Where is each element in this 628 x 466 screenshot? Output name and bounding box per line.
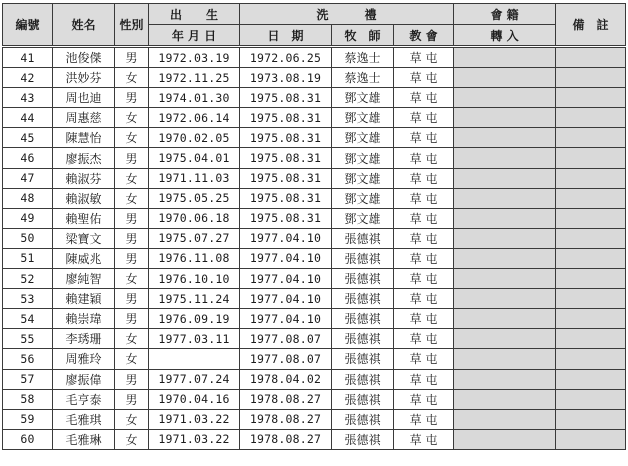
cell-pastor: 張德祺 (332, 289, 394, 309)
cell-baptism-date: 1977.08.07 (240, 329, 332, 349)
cell-church: 草 屯 (394, 208, 454, 228)
cell-remarks (556, 228, 626, 248)
cell-transfer-in (454, 349, 556, 369)
cell-id: 45 (3, 128, 53, 148)
cell-pastor: 張德祺 (332, 309, 394, 329)
cell-gender: 女 (115, 269, 149, 289)
cell-name: 賴建穎 (53, 289, 115, 309)
table-row (3, 68, 626, 88)
cell-id: 59 (3, 409, 53, 429)
header-baptism-group: 洗 禮 (240, 4, 454, 25)
header-gender: 性別 (115, 4, 149, 47)
cell-transfer-in (454, 68, 556, 88)
cell-name: 陳慧怡 (53, 128, 115, 148)
cell-baptism-date: 1978.04.02 (240, 369, 332, 389)
cell-remarks (556, 47, 626, 68)
cell-pastor: 張德祺 (332, 269, 394, 289)
table-row (3, 389, 626, 409)
cell-birth-date: 1975.04.01 (149, 148, 240, 168)
cell-transfer-in (454, 108, 556, 128)
cell-pastor: 張德祺 (332, 329, 394, 349)
cell-name: 賴崇瑋 (53, 309, 115, 329)
cell-birth-date: 1972.03.19 (149, 47, 240, 68)
table-row (3, 128, 626, 148)
cell-church: 草 屯 (394, 148, 454, 168)
cell-birth-date (149, 349, 240, 369)
cell-baptism-date: 1975.08.31 (240, 128, 332, 148)
cell-gender: 男 (115, 369, 149, 389)
cell-gender: 男 (115, 248, 149, 268)
cell-remarks (556, 168, 626, 188)
cell-birth-date: 1977.03.11 (149, 329, 240, 349)
cell-name: 賴淑敏 (53, 188, 115, 208)
cell-birth-date: 1970.04.16 (149, 389, 240, 409)
cell-church: 草 屯 (394, 409, 454, 429)
cell-church: 草 屯 (394, 108, 454, 128)
cell-transfer-in (454, 148, 556, 168)
baptism-register-sheet (2, 3, 625, 462)
cell-birth-date: 1976.09.19 (149, 309, 240, 329)
cell-birth-date: 1971.03.22 (149, 429, 240, 449)
cell-birth-date: 1971.11.03 (149, 168, 240, 188)
cell-remarks (556, 148, 626, 168)
cell-id: 49 (3, 208, 53, 228)
cell-church: 草 屯 (394, 188, 454, 208)
cell-remarks (556, 369, 626, 389)
cell-name: 毛亨泰 (53, 389, 115, 409)
cell-birth-date: 1977.07.24 (149, 369, 240, 389)
cell-name: 廖振偉 (53, 369, 115, 389)
cell-birth-date: 1971.03.22 (149, 409, 240, 429)
cell-name: 李琇珊 (53, 329, 115, 349)
cell-name: 廖振杰 (53, 148, 115, 168)
cell-transfer-in (454, 429, 556, 449)
cell-remarks (556, 289, 626, 309)
cell-gender: 男 (115, 228, 149, 248)
table-row (3, 88, 626, 108)
cell-name: 毛雅琳 (53, 429, 115, 449)
cell-pastor: 鄧文雄 (332, 168, 394, 188)
table-row (3, 208, 626, 228)
cell-id: 58 (3, 389, 53, 409)
cell-pastor: 張德祺 (332, 248, 394, 268)
cell-pastor: 張德祺 (332, 409, 394, 429)
cell-baptism-date: 1977.08.07 (240, 349, 332, 369)
cell-birth-date: 1975.05.25 (149, 188, 240, 208)
header-birth-date: 年 月 日 (149, 25, 240, 47)
cell-gender: 女 (115, 168, 149, 188)
table-row (3, 349, 626, 369)
cell-pastor: 張德祺 (332, 349, 394, 369)
cell-baptism-date: 1977.04.10 (240, 309, 332, 329)
cell-birth-date: 1976.10.10 (149, 269, 240, 289)
cell-transfer-in (454, 188, 556, 208)
cell-transfer-in (454, 269, 556, 289)
cell-gender: 女 (115, 409, 149, 429)
table-row (3, 47, 626, 68)
cell-transfer-in (454, 289, 556, 309)
cell-gender: 女 (115, 429, 149, 449)
cell-baptism-date: 1975.08.31 (240, 88, 332, 108)
table-row (3, 369, 626, 389)
table-row (3, 108, 626, 128)
cell-gender: 男 (115, 47, 149, 68)
cell-name: 賴淑芬 (53, 168, 115, 188)
cell-pastor: 鄧文雄 (332, 188, 394, 208)
header-baptism-pastor: 牧 師 (332, 25, 394, 47)
table-row (3, 188, 626, 208)
cell-gender: 男 (115, 309, 149, 329)
header-birth-group: 出 生 (149, 4, 240, 25)
cell-id: 54 (3, 309, 53, 329)
cell-baptism-date: 1977.04.10 (240, 228, 332, 248)
cell-transfer-in (454, 248, 556, 268)
table-row (3, 168, 626, 188)
cell-id: 48 (3, 188, 53, 208)
table-row (3, 248, 626, 268)
cell-id: 60 (3, 429, 53, 449)
cell-pastor: 鄧文雄 (332, 208, 394, 228)
cell-remarks (556, 68, 626, 88)
cell-transfer-in (454, 409, 556, 429)
cell-baptism-date: 1978.08.27 (240, 429, 332, 449)
cell-gender: 女 (115, 128, 149, 148)
cell-baptism-date: 1975.08.31 (240, 168, 332, 188)
cell-name: 周也迪 (53, 88, 115, 108)
cell-transfer-in (454, 309, 556, 329)
table-row (3, 269, 626, 289)
register-rows (3, 47, 626, 450)
cell-church: 草 屯 (394, 369, 454, 389)
cell-transfer-in (454, 329, 556, 349)
cell-gender: 女 (115, 68, 149, 88)
cell-name: 梁寶文 (53, 228, 115, 248)
cell-gender: 女 (115, 188, 149, 208)
cell-baptism-date: 1972.06.25 (240, 47, 332, 68)
cell-church: 草 屯 (394, 228, 454, 248)
cell-baptism-date: 1978.08.27 (240, 409, 332, 429)
cell-name: 洪妙芬 (53, 68, 115, 88)
cell-id: 55 (3, 329, 53, 349)
cell-pastor: 張德祺 (332, 429, 394, 449)
header-membership-group: 會 籍 (454, 4, 556, 25)
cell-name: 周惠慈 (53, 108, 115, 128)
cell-name: 廖純智 (53, 269, 115, 289)
cell-id: 46 (3, 148, 53, 168)
cell-pastor: 鄧文雄 (332, 148, 394, 168)
cell-church: 草 屯 (394, 168, 454, 188)
cell-church: 草 屯 (394, 389, 454, 409)
cell-remarks (556, 329, 626, 349)
cell-name: 周雅玲 (53, 349, 115, 369)
cell-remarks (556, 208, 626, 228)
table-row (3, 329, 626, 349)
cell-remarks (556, 389, 626, 409)
cell-id: 43 (3, 88, 53, 108)
cell-id: 51 (3, 248, 53, 268)
table-row (3, 429, 626, 449)
cell-remarks (556, 248, 626, 268)
cell-birth-date: 1970.02.05 (149, 128, 240, 148)
cell-id: 44 (3, 108, 53, 128)
cell-pastor: 蔡逸士 (332, 68, 394, 88)
cell-transfer-in (454, 47, 556, 68)
cell-pastor: 張德祺 (332, 389, 394, 409)
member-register-table (2, 3, 626, 450)
cell-transfer-in (454, 128, 556, 148)
cell-transfer-in (454, 208, 556, 228)
cell-pastor: 鄧文雄 (332, 108, 394, 128)
table-row (3, 148, 626, 168)
header-name: 姓名 (53, 4, 115, 47)
cell-name: 池俊傑 (53, 47, 115, 68)
cell-gender: 男 (115, 289, 149, 309)
cell-church: 草 屯 (394, 128, 454, 148)
cell-baptism-date: 1975.08.31 (240, 108, 332, 128)
cell-birth-date: 1972.06.14 (149, 108, 240, 128)
cell-church: 草 屯 (394, 329, 454, 349)
cell-remarks (556, 409, 626, 429)
cell-baptism-date: 1977.04.10 (240, 248, 332, 268)
cell-baptism-date: 1975.08.31 (240, 188, 332, 208)
cell-id: 41 (3, 47, 53, 68)
cell-remarks (556, 429, 626, 449)
header-baptism-church: 教 會 (394, 25, 454, 47)
cell-church: 草 屯 (394, 47, 454, 68)
cell-pastor: 蔡逸士 (332, 47, 394, 68)
cell-transfer-in (454, 389, 556, 409)
cell-transfer-in (454, 369, 556, 389)
table-row (3, 409, 626, 429)
cell-church: 草 屯 (394, 68, 454, 88)
cell-birth-date: 1974.01.30 (149, 88, 240, 108)
cell-church: 草 屯 (394, 349, 454, 369)
cell-remarks (556, 309, 626, 329)
cell-remarks (556, 269, 626, 289)
cell-birth-date: 1976.11.08 (149, 248, 240, 268)
cell-birth-date: 1970.06.18 (149, 208, 240, 228)
table-row (3, 309, 626, 329)
cell-remarks (556, 128, 626, 148)
cell-baptism-date: 1975.08.31 (240, 148, 332, 168)
cell-birth-date: 1975.07.27 (149, 228, 240, 248)
cell-church: 草 屯 (394, 289, 454, 309)
cell-baptism-date: 1975.08.31 (240, 208, 332, 228)
cell-church: 草 屯 (394, 269, 454, 289)
cell-id: 50 (3, 228, 53, 248)
cell-name: 賴聖佑 (53, 208, 115, 228)
header-transfer-in: 轉 入 (454, 25, 556, 47)
cell-church: 草 屯 (394, 429, 454, 449)
cell-church: 草 屯 (394, 88, 454, 108)
header-remarks: 備 註 (556, 4, 626, 47)
cell-birth-date: 1975.11.24 (149, 289, 240, 309)
cell-pastor: 張德祺 (332, 369, 394, 389)
cell-gender: 男 (115, 88, 149, 108)
cell-name: 陳威兆 (53, 248, 115, 268)
cell-id: 56 (3, 349, 53, 369)
cell-gender: 女 (115, 329, 149, 349)
cell-gender: 女 (115, 108, 149, 128)
cell-transfer-in (454, 168, 556, 188)
cell-remarks (556, 108, 626, 128)
cell-gender: 男 (115, 148, 149, 168)
header-id: 編號 (3, 4, 53, 47)
cell-name: 毛雅琪 (53, 409, 115, 429)
cell-gender: 男 (115, 208, 149, 228)
cell-pastor: 鄧文雄 (332, 88, 394, 108)
cell-baptism-date: 1977.04.10 (240, 269, 332, 289)
cell-id: 47 (3, 168, 53, 188)
cell-church: 草 屯 (394, 248, 454, 268)
cell-id: 52 (3, 269, 53, 289)
cell-gender: 女 (115, 349, 149, 369)
cell-remarks (556, 349, 626, 369)
cell-pastor: 張德祺 (332, 228, 394, 248)
cell-id: 57 (3, 369, 53, 389)
cell-remarks (556, 88, 626, 108)
cell-remarks (556, 188, 626, 208)
cell-id: 53 (3, 289, 53, 309)
cell-baptism-date: 1973.08.19 (240, 68, 332, 88)
cell-birth-date: 1972.11.25 (149, 68, 240, 88)
cell-transfer-in (454, 88, 556, 108)
table-row (3, 228, 626, 248)
table-row (3, 289, 626, 309)
cell-baptism-date: 1977.04.10 (240, 289, 332, 309)
header-baptism-date: 日 期 (240, 25, 332, 47)
cell-transfer-in (454, 228, 556, 248)
cell-pastor: 鄧文雄 (332, 128, 394, 148)
cell-baptism-date: 1978.08.27 (240, 389, 332, 409)
cell-gender: 男 (115, 389, 149, 409)
cell-church: 草 屯 (394, 309, 454, 329)
cell-id: 42 (3, 68, 53, 88)
